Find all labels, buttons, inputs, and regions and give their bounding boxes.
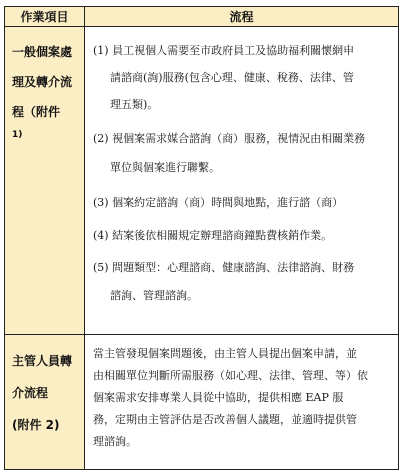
paragraph-line: 當主管發現個案問題後，由主管人員提出個案申請，並 (93, 347, 357, 360)
item-line: (附件 2) (12, 418, 60, 432)
item-line: 1) (12, 130, 23, 140)
paragraph-line: 務，定期由主管評估是否改善個人議題，並適時提供管 (93, 413, 357, 426)
process-supervisor-referral (85, 335, 399, 470)
entry-line: (4) 結案後依相關規定辦理諮商鐘點費核銷作業。 (93, 229, 333, 242)
item-line: 主管人員轉 (12, 354, 73, 368)
paragraph-line: 個案需求安排專業人員從中協助，提供相應 EAP 服 (93, 391, 344, 404)
item-line: 理及轉介流 (12, 75, 73, 89)
list-item (93, 188, 394, 218)
header-item: 作業項目 (5, 7, 85, 27)
process-general-case (85, 27, 399, 335)
table-row (5, 335, 399, 470)
list-item (93, 254, 394, 310)
list-item (93, 37, 394, 118)
table-row (5, 27, 399, 335)
entry-line: (2) 視個案需求媒合諮詢（商）服務，視情況由相關業務 (93, 132, 366, 145)
process-table (4, 6, 399, 470)
entry-line: (5) 問題類型：心理諮商、健康諮詢、法律諮詢、財務 (93, 261, 355, 274)
header-row (5, 7, 399, 27)
entry-line: 單位與個案進行聯繫。 (110, 161, 220, 174)
item-supervisor-referral (5, 335, 85, 470)
entry-line: 諮詢、管理諮詢。 (110, 289, 198, 302)
list-item (93, 124, 394, 182)
header-process: 流程 (85, 7, 399, 27)
entry-line: (1) 員工視個人需要至市政府員工及協助福利關懷網申 (93, 44, 355, 57)
paragraph-line: 由相關單位判斷所需服務（如心理、法律、管理、等）依 (93, 369, 368, 382)
item-line: 程（附件 (12, 105, 61, 119)
paragraph-line: 理諮詢。 (93, 435, 137, 448)
item-line: 介流程 (12, 386, 49, 400)
item-line: 一般個案處 (12, 45, 73, 59)
list-item (93, 221, 394, 251)
item-general-case (5, 27, 85, 335)
entry-line: (3) 個案約定諮詢（商）時間與地點，進行諮（商） (93, 196, 344, 209)
entry-line: 請諮商(詢)服務(包含心理、健康、稅務、法律、管 (110, 71, 354, 84)
entry-line: 理五類)。 (110, 98, 159, 111)
